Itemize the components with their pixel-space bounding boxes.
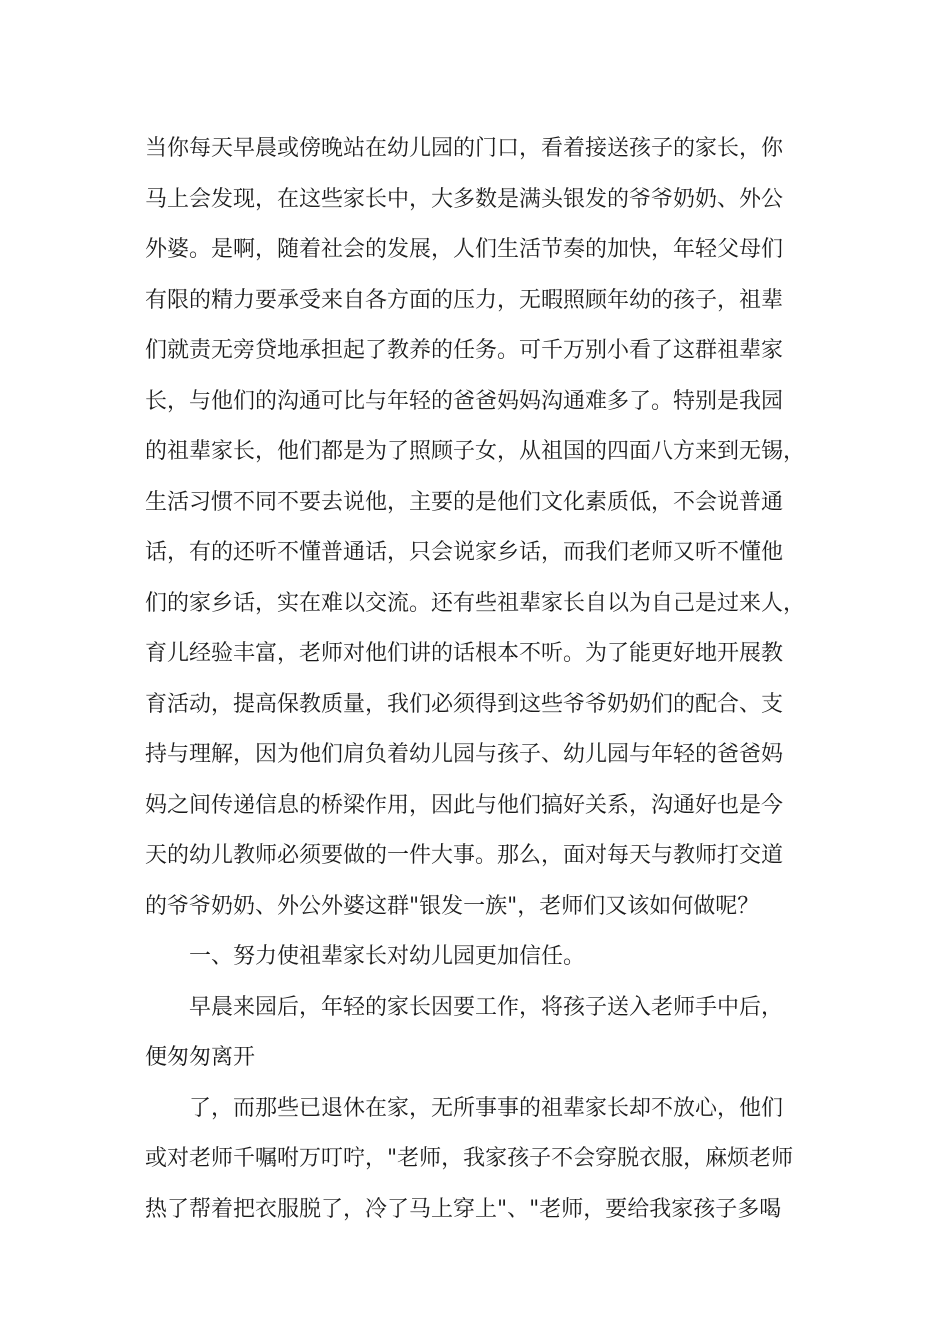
text-line: 一、努力使祖辈家长对幼儿园更加信任。 xyxy=(189,944,586,969)
text-line: 们就责无旁贷地承担起了教养的任务。可千万别小看了这群祖辈家 xyxy=(145,338,784,363)
text-line: 育儿经验丰富，老师对他们讲的话根本不听。为了能更好地开展教 xyxy=(145,641,784,666)
text-line: 生活习惯不同不要去说他，主要的是他们文化素质低，不会说普通 xyxy=(145,489,784,515)
text-line: 们的家乡话，实在难以交流。还有些祖辈家长自以为自己是过来人， xyxy=(145,590,806,616)
text-line: 的爷爷奶奶、外公外婆这群"银发一族"，老师们又该如何做呢？ xyxy=(145,893,760,919)
text-line: 持与理解，因为他们肩负着幼儿园与孩子、幼儿园与年轻的爸爸妈 xyxy=(145,742,784,767)
text-line: 的祖辈家长，他们都是为了照顾子女，从祖国的四面八方来到无锡， xyxy=(145,439,806,464)
text-line: 了，而那些已退休在家，无所事事的祖辈家长却不放心，他们 xyxy=(189,1095,784,1121)
text-line: 当你每天早晨或傍晚站在幼儿园的门口，看着接送孩子的家长，你 xyxy=(145,136,784,161)
text-line: 长，与他们的沟通可比与年轻的爸爸妈妈沟通难多了。特别是我园 xyxy=(145,388,784,414)
text-line: 早晨来园后，年轻的家长因要工作，将孩子送入老师手中后， xyxy=(189,994,784,1020)
text-line: 有限的精力要承受来自各方面的压力，无暇照顾年幼的孩子，祖辈 xyxy=(145,287,784,313)
text-line: 或对老师千嘱咐万叮咛，"老师，我家孩子不会穿脱衣服，麻烦老师 xyxy=(145,1146,794,1171)
document-body xyxy=(145,124,805,1235)
text-line: 马上会发现，在这些家长中，大多数是满头银发的爷爷奶奶、外公 xyxy=(145,186,784,212)
text-line: 热了帮着把衣服脱了，冷了马上穿上"、"老师，要给我家孩子多喝 xyxy=(145,1196,782,1222)
text-line: 育活动，提高保教质量，我们必须得到这些爷爷奶奶们的配合、支 xyxy=(145,691,784,717)
text-line: 话，有的还听不懂普通话，只会说家乡话，而我们老师又听不懂他 xyxy=(145,540,784,565)
text-line: 天的幼儿教师必须要做的一件大事。那么，面对每天与教师打交道 xyxy=(145,843,784,868)
text-line: 便匆匆离开 xyxy=(145,1045,256,1070)
text-line: 妈之间传递信息的桥梁作用，因此与他们搞好关系，沟通好也是今 xyxy=(145,792,784,818)
text-line: 外婆。是啊，随着社会的发展，人们生活节奏的加快，年轻父母们 xyxy=(145,237,784,262)
